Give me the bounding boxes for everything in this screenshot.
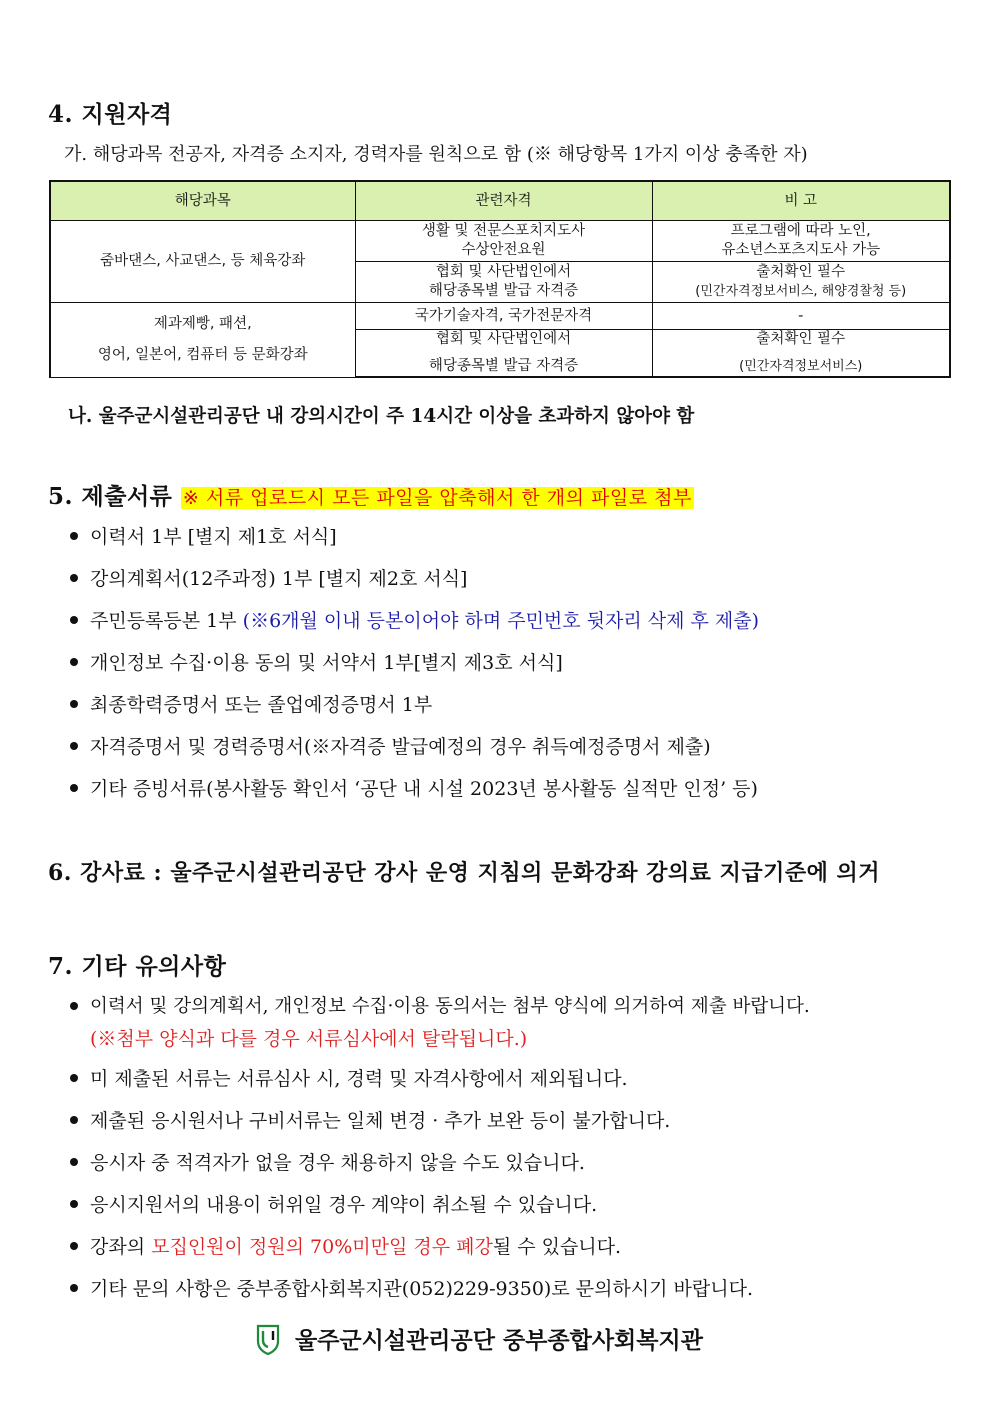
footer <box>255 1322 703 1355</box>
section-4-item-na: 나. 울주군시설관리공단 내 강의시간이 주 14시간 이상을 초과하지 않아야 함 <box>68 406 695 427</box>
notice-list <box>68 992 810 1316</box>
list-item-text: 이력서 및 강의계획서, 개인정보 수집·이용 동의서는 첨부 양식에 의거하여 제출 바랍니다. <box>90 996 810 1017</box>
list-item-note: (※6개월 이내 등본이어야 하며 주민번호 뒷자리 삭제 후 제출) <box>242 610 760 632</box>
list-item-text: 주민등록등본 1부 <box>90 610 237 632</box>
list-item: 개인정보 수집·이용 동의 및 서약서 1부[별지 제3호 서식] <box>68 648 759 690</box>
list-item-text: 강좌의 <box>90 1236 152 1258</box>
table-row <box>50 303 950 330</box>
list-item: 강의계획서(12주과정) 1부 [별지 제2호 서식] <box>68 564 759 606</box>
table-cell-qualification <box>355 221 652 262</box>
list-item <box>68 606 759 648</box>
qualification-table <box>49 180 951 378</box>
cell-line: 출처확인 필수 <box>756 331 846 347</box>
table-cell-subject-sports: 줌바댄스, 사교댄스, 등 체육강좌 <box>50 221 355 303</box>
cell-line: (민간자격정보서비스) <box>739 359 863 374</box>
table-cell-qualification <box>355 262 652 303</box>
list-item <box>68 992 810 1064</box>
list-item: 이력서 1부 [별지 제1호 서식] <box>68 522 759 564</box>
list-item-text: 될 수 있습니다. <box>492 1236 622 1258</box>
list-item-emphasis: 모집인원이 정원의 70%미만일 경우 폐강 <box>151 1236 493 1258</box>
list-item-note: (※첨부 양식과 다를 경우 서류심사에서 탈락됩니다.) <box>90 1028 528 1050</box>
table-header-note: 비 고 <box>652 181 950 221</box>
footer-org-name: 울주군시설관리공단 중부종합사회복지관 <box>295 1327 703 1354</box>
list-item: 응시자 중 적격자가 없을 경우 채용하지 않을 수도 있습니다. <box>68 1148 810 1190</box>
section-6-title: 6. 강사료 : 울주군시설관리공단 강사 운영 지침의 문화강좌 강의료 지급기준에 의거 <box>48 860 880 886</box>
table-cell-qualification <box>355 330 652 378</box>
table-header-qualification: 관련자격 <box>355 181 652 221</box>
table-cell-note <box>652 221 950 262</box>
list-item: 응시지원서의 내용이 허위일 경우 계약이 취소될 수 있습니다. <box>68 1190 810 1232</box>
cell-line: 프로그램에 따라 노인, <box>730 223 871 239</box>
section-7-title: 7. 기타 유의사항 <box>48 953 227 980</box>
cell-line: 생활 및 전문스포치지도사 <box>421 223 586 239</box>
cell-line: (민간자격정보서비스, 해양경찰청 등) <box>695 284 907 299</box>
table-cell-note <box>652 330 950 378</box>
list-item: 제출된 응시원서나 구비서류는 일체 변경 · 추가 보완 등이 불가합니다. <box>68 1106 810 1148</box>
table-cell-note <box>652 262 950 303</box>
table-cell-subject-culture <box>50 303 355 378</box>
table-cell-qualification: 국가기술자격, 국가전문자격 <box>355 303 652 330</box>
cell-line: 협회 및 사단법인에서 <box>435 331 572 347</box>
section-5-heading <box>48 478 694 511</box>
list-item: 자격증명서 및 경력증명서(※자격증 발급예정의 경우 취득예정증명서 제출) <box>68 732 759 774</box>
cell-line: 해당종목별 발급 자격증 <box>428 358 579 374</box>
submission-list <box>68 522 759 816</box>
cell-line: 출처확인 필수 <box>756 264 846 280</box>
section-5-title: 5. 제출서류 <box>48 483 173 510</box>
table-cell-note: - <box>652 303 950 330</box>
cell-line: 유소년스포츠지도사 가능 <box>721 242 881 258</box>
upload-notice-highlight: ※ 서류 업로드시 모든 파일을 압축해서 한 개의 파일로 첨부 <box>182 487 692 509</box>
table-row <box>50 221 950 262</box>
cell-line: 협회 및 사단법인에서 <box>435 264 572 280</box>
list-item: 기타 증빙서류(봉사활동 확인서 ‘공단 내 시설 2023년 봉사활동 실적만 인정’ 등) <box>68 774 759 816</box>
section-4-item-ga: 가. 해당과목 전공자, 자격증 소지자, 경력자를 원칙으로 함 (※ 해당항목 1가지 이상 충족한 자) <box>64 144 808 165</box>
cell-line: 영어, 일본어, 컴퓨터 등 문화강좌 <box>97 346 308 363</box>
section-4-title: 4. 지원자격 <box>48 101 173 128</box>
org-logo-icon <box>255 1323 281 1355</box>
cell-line: 해당종목별 발급 자격증 <box>428 283 579 299</box>
list-item: 미 제출된 서류는 서류심사 시, 경력 및 자격사항에서 제외됩니다. <box>68 1064 810 1106</box>
table-header-subject: 해당과목 <box>50 181 355 221</box>
cell-line: 제과제빵, 패션, <box>153 315 252 332</box>
list-item <box>68 1232 810 1274</box>
cell-line: 수상안전요원 <box>461 242 546 258</box>
list-item: 최종학력증명서 또는 졸업예정증명서 1부 <box>68 690 759 732</box>
list-item: 기타 문의 사항은 중부종합사회복지관(052)229-9350)로 문의하시기 바랍니다. <box>68 1274 810 1316</box>
